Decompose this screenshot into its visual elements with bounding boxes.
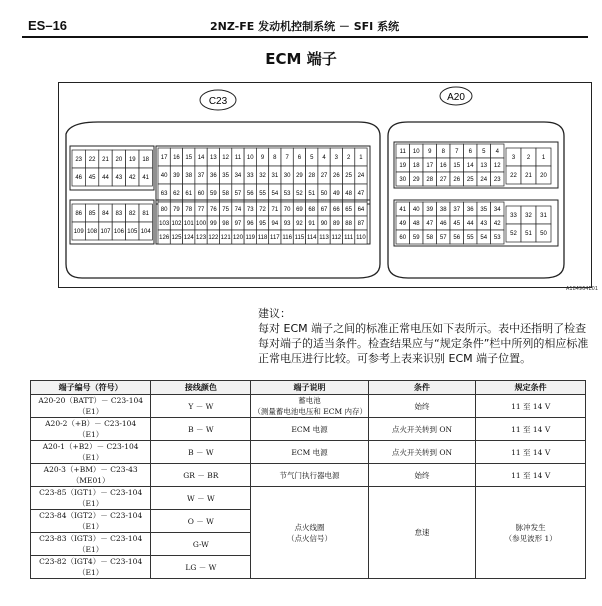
a20-bottom-pin-label: 39 xyxy=(426,207,434,213)
c23-main-pin-label: 66 xyxy=(333,207,340,213)
c23-main-pin-label: 124 xyxy=(183,235,194,241)
c23-main-pin-label: 9 xyxy=(260,155,265,161)
c23-main-pin-label: 27 xyxy=(320,173,328,179)
a20-bottom-pin-label: 35 xyxy=(480,207,488,213)
a20-top-right-pin-label: 21 xyxy=(525,173,532,179)
c23-main-pin-label: 78 xyxy=(185,207,193,213)
c23-main-pin-label: 110 xyxy=(356,235,366,241)
c23-main-pin-label: 125 xyxy=(171,235,182,241)
c23-main-pin-label: 3 xyxy=(334,155,339,161)
c23-left-pin-label: 19 xyxy=(128,157,136,163)
c23-left-pin-label: 82 xyxy=(128,211,136,217)
c23-left-pin-label: 46 xyxy=(75,175,83,181)
c23-main-pin-label: 36 xyxy=(210,173,217,179)
cell-specified: 11 至 14 V xyxy=(476,418,586,441)
cell-description: 节气门执行器电源 xyxy=(251,464,368,487)
table-row xyxy=(31,441,586,464)
c23-main-pin-label: 122 xyxy=(208,235,219,241)
c23-main-pin-label: 29 xyxy=(296,173,303,179)
c23-main-pin-label: 13 xyxy=(210,155,217,161)
c23-main-pin-label: 89 xyxy=(333,221,340,227)
c23-main-pin-label: 28 xyxy=(308,173,316,179)
c23-main-pin-label: 65 xyxy=(345,207,352,213)
c23-left-pin-label: 106 xyxy=(113,229,124,235)
c23-main-pin-label: 73 xyxy=(246,207,254,213)
note-block xyxy=(258,306,594,366)
col-header-wire-color: 接线颜色 xyxy=(151,381,251,395)
c23-main-pin-label: 126 xyxy=(159,235,170,241)
c23-main-pin-label: 5 xyxy=(310,155,314,161)
c23-main-pin-label: 54 xyxy=(271,191,279,197)
c23-left-pin-label: 22 xyxy=(88,157,96,163)
c23-left-pin-label: 42 xyxy=(128,175,136,181)
c23-main-pin-label: 50 xyxy=(320,191,328,197)
c23-main-pin-label: 68 xyxy=(308,207,316,213)
c23-main-pin-label: 95 xyxy=(259,221,266,227)
a20-bottom-pin-label: 43 xyxy=(480,221,488,227)
c23-main-pin-label: 98 xyxy=(222,221,229,227)
c23-main-pin-label: 101 xyxy=(183,221,194,227)
page-number: ES–16 xyxy=(28,18,68,33)
a20-top-right-pin-label: 2 xyxy=(526,155,531,161)
c23-main-pin-label: 34 xyxy=(234,173,242,179)
c23-main-pin-label: 48 xyxy=(345,191,352,197)
c23-main-pin-label: 17 xyxy=(160,155,168,161)
c23-main-pin-label: 12 xyxy=(222,155,229,161)
a20-bottom-pin-label: 45 xyxy=(453,221,461,227)
cell-specified: 11 至 14 V xyxy=(476,464,586,487)
a20-bottom-pin-label: 49 xyxy=(399,221,407,227)
a20-bottom-right-pin-label: 51 xyxy=(525,231,532,237)
c23-main-pin-label: 35 xyxy=(222,173,229,179)
c23-main-pin-label: 99 xyxy=(210,221,217,227)
c23-main-pin-label: 6 xyxy=(297,155,302,161)
c23-main-pin-label: 40 xyxy=(160,173,168,179)
c23-main-pin-label: 57 xyxy=(234,191,242,197)
a20-top-pin-label: 28 xyxy=(426,177,434,183)
a20-top-pin-label: 9 xyxy=(428,149,432,155)
c23-main-pin-label: 120 xyxy=(232,235,243,241)
c23-main-pin-label: 30 xyxy=(283,173,291,179)
c23-main-pin-label: 112 xyxy=(331,235,342,241)
image-code: A184964E01 xyxy=(565,286,598,292)
c23-main-pin-label: 93 xyxy=(283,221,291,227)
a20-bottom-pin-label: 53 xyxy=(493,235,501,241)
c23-main-pin-label: 94 xyxy=(271,221,279,227)
a20-bottom-pin-label: 42 xyxy=(493,221,501,227)
col-header-terminal: 端子编号（符号） xyxy=(31,381,151,395)
a20-bottom-pin-label: 38 xyxy=(439,207,447,213)
c23-main-pin-label: 31 xyxy=(271,173,279,179)
note-body: 每对 ECM 端子之间的标准正常电压如下表所示。表中还指明了检查每对端子的适当条件。检查结果应与“规定条件”栏中所列的相应标准正常电压进行比较。可参考上表来识别 ECM 端子位置。 xyxy=(258,322,589,365)
c23-main-pin-label: 58 xyxy=(222,191,229,197)
c23-main-pin-label: 2 xyxy=(346,155,351,161)
a20-top-right-pin-label: 1 xyxy=(541,155,546,161)
c23-main-pin-label: 37 xyxy=(197,173,205,179)
a20-top-pin-label: 19 xyxy=(399,163,407,169)
c23-main-pin-label: 115 xyxy=(294,235,305,241)
c23-main-pin-label: 111 xyxy=(344,235,354,241)
a20-top-right-pin-label: 22 xyxy=(510,173,517,179)
cell-specified: 11 至 14 V xyxy=(476,395,586,418)
c23-left-pin-label: 109 xyxy=(73,229,84,235)
a20-top-pin-label: 23 xyxy=(493,177,501,183)
c23-main-pin-label: 56 xyxy=(246,191,254,197)
c23-main-pin-label: 79 xyxy=(173,207,180,213)
c23-main-pin-label: 118 xyxy=(257,235,268,241)
c23-main-pin-label: 90 xyxy=(320,221,328,227)
cell-description: 点火线圈 （点火信号） xyxy=(251,487,368,579)
c23-left-pin-label: 81 xyxy=(142,211,150,217)
a20-bottom-pin-label: 47 xyxy=(426,221,434,227)
a20-bottom-pin-label: 40 xyxy=(412,207,420,213)
c23-left-pin-label: 21 xyxy=(102,157,109,163)
c23-main-pin-label: 100 xyxy=(196,221,207,227)
a20-top-pin-label: 24 xyxy=(480,177,488,183)
a20-bottom-pin-label: 34 xyxy=(493,207,501,213)
c23-main-pin-label: 123 xyxy=(196,235,207,241)
c23-main-pin-label: 60 xyxy=(197,191,205,197)
c23-left-pin-label: 105 xyxy=(127,229,138,235)
note-heading: 建议： xyxy=(258,307,291,320)
c23-main-pin-label: 113 xyxy=(319,235,329,241)
c23-main-pin-label: 10 xyxy=(246,155,254,161)
a20-top-pin-label: 17 xyxy=(426,163,434,169)
a20-bottom-pin-label: 46 xyxy=(439,221,447,227)
c23-left-pin-label: 108 xyxy=(87,229,98,235)
table-row xyxy=(31,395,586,418)
c23-left-pin-label: 43 xyxy=(115,175,123,181)
cell-terminal: A20-3（+BM）－ C23-43 （ME01） xyxy=(31,464,151,487)
a20-top-pin-label: 8 xyxy=(441,149,445,155)
c23-main-pin-label: 70 xyxy=(283,207,291,213)
page-title: ECM 端子 xyxy=(265,50,337,68)
cell-wire-color: O － W xyxy=(151,510,251,533)
c23-label: C23 xyxy=(208,96,228,107)
a20-bottom-pin-label: 57 xyxy=(439,235,447,241)
cell-terminal: C23-82（IGT4）－ C23-104 （E1） xyxy=(31,556,151,579)
c23-main-pin-label: 80 xyxy=(160,207,168,213)
cell-description: ECM 电源 xyxy=(251,418,368,441)
a20-bottom-right-pin-label: 31 xyxy=(540,213,547,219)
table-row xyxy=(31,487,586,510)
c23-main-pin-label: 71 xyxy=(271,207,279,213)
c23-main-pin-label: 88 xyxy=(345,221,352,227)
cell-terminal: A20-2（+B）－ C23-104 （E1） xyxy=(31,418,151,441)
c23-main-pin-label: 16 xyxy=(173,155,180,161)
a20-top-pin-label: 4 xyxy=(495,149,499,155)
c23-main-pin-label: 97 xyxy=(234,221,242,227)
c23-main-pin-label: 72 xyxy=(259,207,266,213)
cell-wire-color: B － W xyxy=(151,418,251,441)
c23-main-pin-label: 77 xyxy=(197,207,205,213)
cell-condition: 怠速 xyxy=(368,487,476,579)
cell-terminal: A20-1（+B2）－ C23-104 （E1） xyxy=(31,441,151,464)
ecm-connector-diagram xyxy=(58,82,592,288)
a20-bottom-right-pin-label: 52 xyxy=(510,231,517,237)
c23-main-pin-label: 33 xyxy=(246,173,254,179)
a20-bottom-right-pin-label: 32 xyxy=(525,213,532,219)
a20-top-pin-label: 18 xyxy=(412,163,420,169)
c23-left-pin-label: 107 xyxy=(100,229,111,235)
col-header-specified: 规定条件 xyxy=(476,381,586,395)
cell-terminal: C23-85（IGT1）－ C23-104 （E1） xyxy=(31,487,151,510)
a20-bottom-pin-label: 55 xyxy=(466,235,474,241)
a20-bottom-pin-label: 41 xyxy=(399,207,407,213)
a20-bottom-pin-label: 56 xyxy=(453,235,461,241)
a20-top-pin-label: 13 xyxy=(480,163,488,169)
a20-bottom-pin-label: 59 xyxy=(412,235,420,241)
a20-bottom-pin-label: 37 xyxy=(453,207,461,213)
c23-main-pin-label: 87 xyxy=(357,221,365,227)
c23-main-pin-label: 15 xyxy=(185,155,193,161)
c23-left-pin-label: 23 xyxy=(75,157,83,163)
a20-bottom-pin-label: 44 xyxy=(466,221,474,227)
a20-top-pin-label: 26 xyxy=(453,177,461,183)
c23-main-pin-label: 49 xyxy=(333,191,340,197)
c23-main-pin-label: 67 xyxy=(320,207,328,213)
terminal-spec-table xyxy=(30,380,586,579)
a20-top-pin-label: 10 xyxy=(412,149,420,155)
c23-main-pin-label: 52 xyxy=(296,191,303,197)
cell-wire-color: GR － BR xyxy=(151,464,251,487)
c23-main-pin-label: 4 xyxy=(322,155,326,161)
c23-main-pin-label: 47 xyxy=(357,191,365,197)
c23-left-pin-label: 45 xyxy=(88,175,96,181)
cell-condition: 点火开关转到 ON xyxy=(368,418,476,441)
a20-top-pin-label: 15 xyxy=(453,163,461,169)
c23-main-pin-label: 116 xyxy=(282,235,292,241)
c23-left-pin-label: 85 xyxy=(88,211,96,217)
c23-main-pin-label: 1 xyxy=(359,155,363,161)
c23-left-pin-label: 104 xyxy=(140,229,151,235)
c23-main-pin-label: 51 xyxy=(308,191,316,197)
a20-top-pin-label: 14 xyxy=(466,163,474,169)
c23-main-pin-label: 63 xyxy=(160,191,168,197)
cell-terminal: A20-20（BATT）－ C23-104 （E1） xyxy=(31,395,151,418)
cell-condition: 始终 xyxy=(368,395,476,418)
c23-main-pin-label: 53 xyxy=(283,191,291,197)
c23-left-pin-label: 83 xyxy=(115,211,123,217)
c23-main-pin-label: 114 xyxy=(306,235,317,241)
table-row xyxy=(31,464,586,487)
c23-main-pin-label: 103 xyxy=(159,221,170,227)
cell-terminal: C23-84（IGT2）－ C23-104 （E1） xyxy=(31,510,151,533)
cell-wire-color: Y － W xyxy=(151,395,251,418)
cell-wire-color: B － W xyxy=(151,441,251,464)
c23-main-pin-label: 25 xyxy=(345,173,352,179)
c23-main-pin-label: 69 xyxy=(296,207,303,213)
section-title: 2NZ-FE 发动机控制系统 － SFI 系统 xyxy=(210,20,400,33)
a20-top-pin-label: 25 xyxy=(466,177,474,183)
header-rule xyxy=(22,36,588,38)
a20-top-pin-label: 12 xyxy=(493,163,501,169)
a20-top-right-pin-label: 20 xyxy=(540,173,547,179)
c23-main-pin-label: 76 xyxy=(210,207,217,213)
cell-description: ECM 电源 xyxy=(251,441,368,464)
cell-terminal: C23-83（IGT3）－ C23-104 （E1） xyxy=(31,533,151,556)
c23-main-pin-label: 26 xyxy=(333,173,340,179)
col-header-description: 端子说明 xyxy=(251,381,368,395)
a20-top-pin-label: 16 xyxy=(439,163,447,169)
cell-wire-color: G-W xyxy=(151,533,251,556)
a20-top-pin-label: 29 xyxy=(412,177,420,183)
c23-main-pin-label: 61 xyxy=(185,191,193,197)
a20-top-pin-label: 5 xyxy=(482,149,486,155)
a20-top-pin-label: 7 xyxy=(455,149,459,155)
cell-specified: 脉冲发生 （参见波形 1） xyxy=(476,487,586,579)
c23-main-pin-label: 59 xyxy=(210,191,217,197)
a20-top-pin-label: 11 xyxy=(399,149,406,155)
cell-wire-color: LG － W xyxy=(151,556,251,579)
c23-left-pin-label: 44 xyxy=(102,175,109,181)
c23-left-pin-label: 20 xyxy=(115,157,123,163)
c23-main-pin-label: 14 xyxy=(197,155,205,161)
col-header-condition: 条件 xyxy=(368,381,476,395)
a20-bottom-pin-label: 54 xyxy=(480,235,488,241)
a20-bottom-right-pin-label: 33 xyxy=(510,213,517,219)
a20-top-pin-label: 27 xyxy=(439,177,447,183)
cell-condition: 点火开关转到 ON xyxy=(368,441,476,464)
c23-main-pin-label: 39 xyxy=(173,173,180,179)
cell-wire-color: W － W xyxy=(151,487,251,510)
a20-bottom-pin-label: 58 xyxy=(426,235,434,241)
c23-main-pin-label: 24 xyxy=(357,173,365,179)
c23-left-pin-label: 41 xyxy=(142,175,150,181)
c23-main-pin-label: 32 xyxy=(259,173,266,179)
a20-top-right-pin-label: 3 xyxy=(511,155,516,161)
c23-main-pin-label: 92 xyxy=(296,221,303,227)
c23-main-pin-label: 75 xyxy=(222,207,229,213)
a20-top-pin-label: 6 xyxy=(468,149,472,155)
c23-main-pin-label: 38 xyxy=(185,173,193,179)
c23-main-pin-label: 117 xyxy=(270,235,280,241)
c23-main-pin-label: 121 xyxy=(220,235,231,241)
c23-main-pin-label: 64 xyxy=(357,207,365,213)
c23-main-pin-label: 11 xyxy=(234,155,242,161)
table-row xyxy=(31,418,586,441)
c23-main-pin-label: 91 xyxy=(308,221,316,227)
c23-left-pin-label: 86 xyxy=(75,211,83,217)
c23-main-pin-label: 7 xyxy=(285,155,289,161)
c23-main-pin-label: 74 xyxy=(234,207,242,213)
table-header-row xyxy=(31,381,586,395)
cell-specified: 11 至 14 V xyxy=(476,441,586,464)
cell-description: 蓄电池 （测量蓄电池电压和 ECM 内存） xyxy=(251,395,368,418)
c23-main-pin-label: 62 xyxy=(173,191,180,197)
c23-main-pin-label: 55 xyxy=(259,191,266,197)
c23-main-pin-label: 96 xyxy=(246,221,254,227)
a20-bottom-pin-label: 48 xyxy=(412,221,420,227)
a20-label: A20 xyxy=(447,92,465,103)
c23-main-pin-label: 8 xyxy=(273,155,277,161)
c23-main-pin-label: 102 xyxy=(171,221,182,227)
a20-bottom-pin-label: 36 xyxy=(466,207,474,213)
a20-bottom-right-pin-label: 50 xyxy=(540,231,547,237)
c23-main-pin-label: 119 xyxy=(245,235,256,241)
a20-bottom-pin-label: 60 xyxy=(399,235,407,241)
a20-top-pin-label: 30 xyxy=(399,177,407,183)
c23-left-pin-label: 18 xyxy=(142,157,150,163)
c23-left-pin-label: 84 xyxy=(102,211,109,217)
cell-condition: 始终 xyxy=(368,464,476,487)
